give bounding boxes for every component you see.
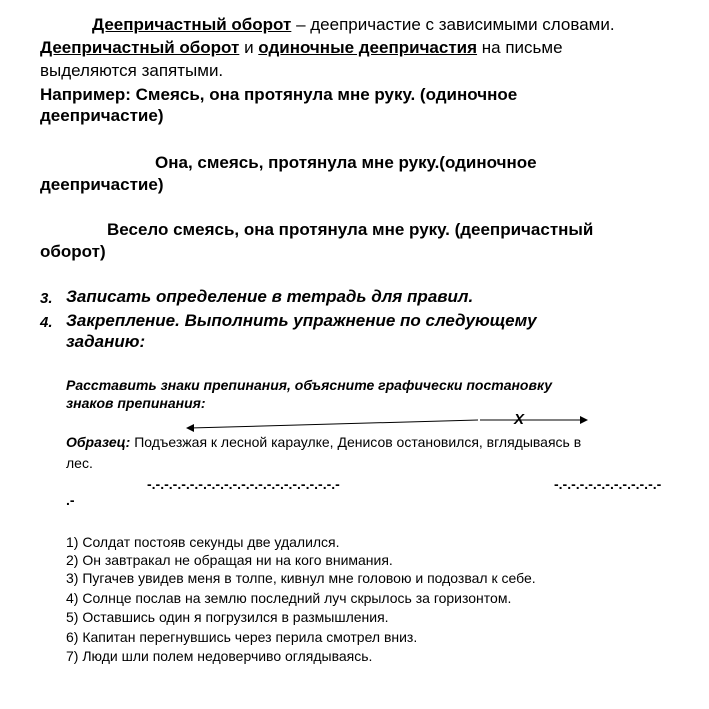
dash-dot-tail: .- [66, 492, 75, 508]
example-3-line-1: Весело смеясь, она протянула мне руку. (деепричастный [107, 220, 594, 239]
task-3-number: 3. [40, 290, 53, 307]
sample-line-1 [66, 434, 581, 451]
sample-line-2: лес. [66, 455, 93, 471]
definition-text: – деепричастие с зависимыми словами. [291, 15, 615, 34]
definition-line-3: выделяются запятыми. [40, 61, 224, 80]
term-single-participles: одиночные деепричастия [258, 38, 478, 57]
sample-label: Образец: [66, 434, 131, 450]
task-3-text: Записать определение в тетрадь для правил. [66, 287, 474, 306]
task-4-number: 4. [40, 314, 53, 331]
sentence-7: 7) Люди шли полем недоверчиво оглядываясь. [66, 648, 373, 664]
conjunction: и [239, 38, 259, 57]
dash-dot-right: -.-.-.-.-.-.-.-.-.-.-.-.- [554, 476, 662, 492]
instruction-line-1: Расставить знаки препинания, объясните графически постановку [66, 377, 552, 393]
sentence-5: 5) Оставшись один я погрузился в размышления. [66, 609, 389, 625]
example-1-line-1: Например: Смеясь, она протянула мне руку. (одиночное [40, 85, 518, 104]
term-participial-phrase: Деепричастный оборот [92, 15, 292, 34]
sentence-1: 1) Солдат постояв секунды две удалился. [66, 534, 340, 550]
definition-text-2: на письме [477, 38, 563, 57]
left-arrow-head [186, 424, 194, 432]
sentence-6: 6) Капитан перегнувшись через перила смотрел вниз. [66, 629, 418, 645]
task-4-text-line-2: заданию: [66, 332, 146, 351]
left-arrow-line [190, 420, 478, 428]
sample-sentence: Подъезжая к лесной караулке, Денисов остановился, вглядываясь в [130, 434, 582, 450]
instruction-line-2: знаков препинания: [66, 395, 206, 411]
right-arrow-head [580, 416, 588, 424]
sentence-4: 4) Солнце послав на землю последний луч скрылось за горизонтом. [66, 590, 512, 606]
arrow-cross-mark: Х [514, 411, 525, 428]
example-1-line-2: деепричастие) [40, 106, 164, 125]
term-participial-phrase-2: Деепричастный оборот [40, 38, 240, 57]
task-4-text-line-1: Закрепление. Выполнить упражнение по следующему [66, 311, 537, 330]
sentence-2: 2) Он завтракал не обращая ни на кого внимания. [66, 552, 393, 568]
example-2-line-2: деепричастие) [40, 175, 164, 194]
example-3-line-2: оборот) [40, 242, 106, 261]
example-2-line-1: Она, смеясь, протянула мне руку.(одиночное [155, 153, 537, 172]
sentence-3: 3) Пугачев увидев меня в толпе, кивнул мне головою и подозвал к себе. [66, 570, 536, 586]
dash-dot-left: -.-.-.-.-.-.-.-.-.-.-.-.-.-.-.-.-.-.-.-.-.-.- [147, 476, 340, 492]
